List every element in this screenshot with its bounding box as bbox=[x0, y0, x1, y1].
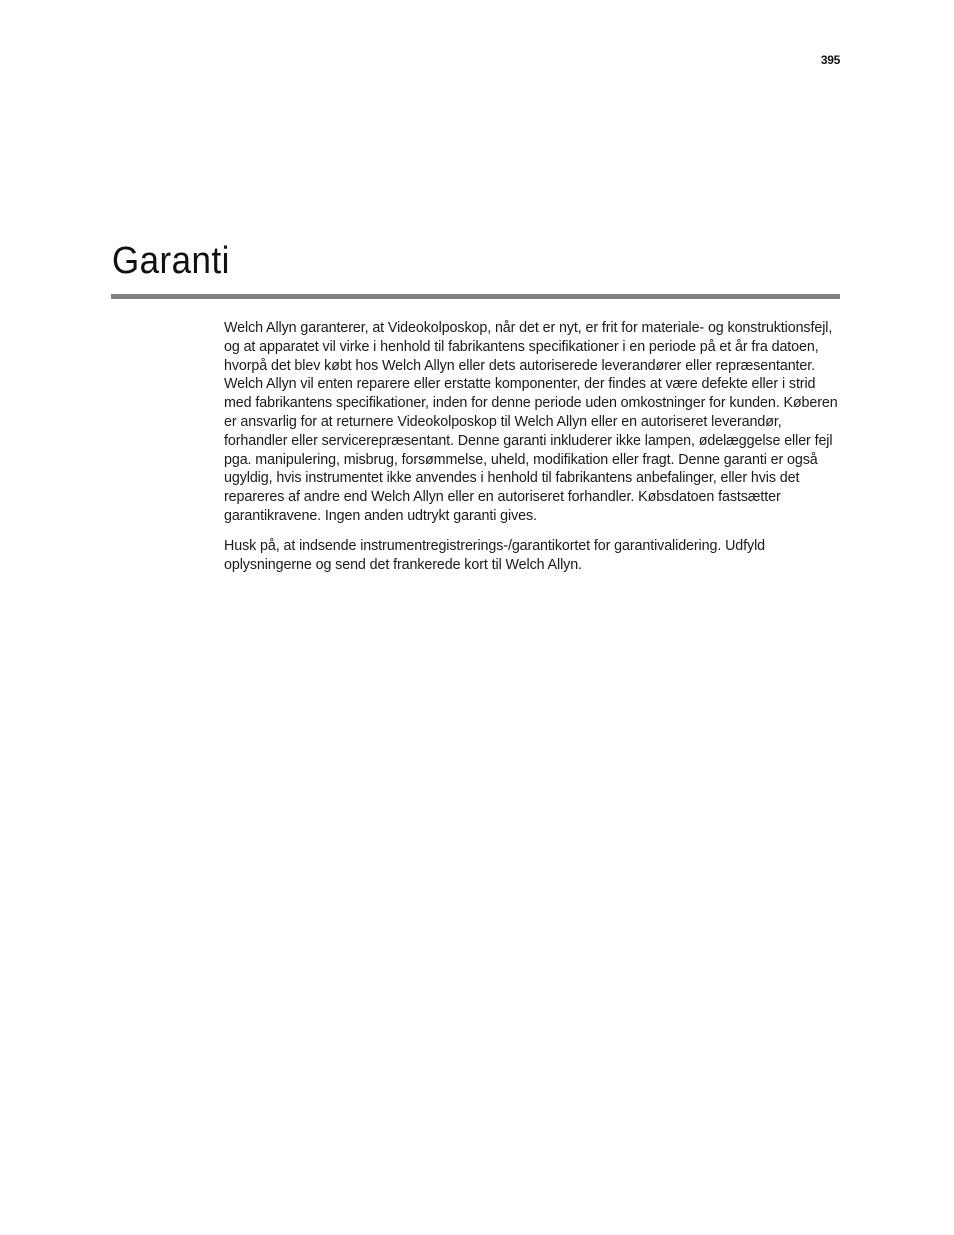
chapter-title: Garanti bbox=[112, 240, 230, 282]
warranty-paragraph: Welch Allyn garanterer, at Videokolposkop, når det er nyt, er frit for materiale- og konstruktionsfejl, og at apparatet vil virke i henhold til fabrikantens specifikationer i en periode på et år fra datoen, hvorpå det blev købt hos Welch Allyn eller dets autoriserede leverandører eller repræsentanter. Welch Allyn vil enten reparere eller erstatte komponenter, der findes at være defekte eller i strid med fabrikantens specifikationer, inden for denne periode uden omkostninger for kunden. Køberen er ansvarlig for at returnere Videokolposkop til Welch Allyn eller en autoriseret leverandør, forhandler eller servicerepræsentant. Denne garanti inkluderer ikke lampen, ødelæggelse eller fejl pga. manipulering, misbrug, forsømmelse, uheld, modifikation eller fragt. Denne garanti er også ugyldig, hvis instrumentet ikke anvendes i henhold til fabrikantens anbefalinger, eller hvis det repareres af andre end Welch Allyn eller en autoriseret forhandler. Købsdatoen fastsætter garantikravene. Ingen anden udtrykt garanti gives. bbox=[224, 320, 838, 524]
title-divider bbox=[111, 294, 840, 299]
body-text bbox=[224, 319, 844, 585]
page-number: 395 bbox=[820, 53, 840, 67]
registration-paragraph: Husk på, at indsende instrumentregistrerings-/garantikortet for garantivalidering. Udfyld oplysningerne og send det frankerede kort til Welch Allyn. bbox=[224, 537, 766, 573]
